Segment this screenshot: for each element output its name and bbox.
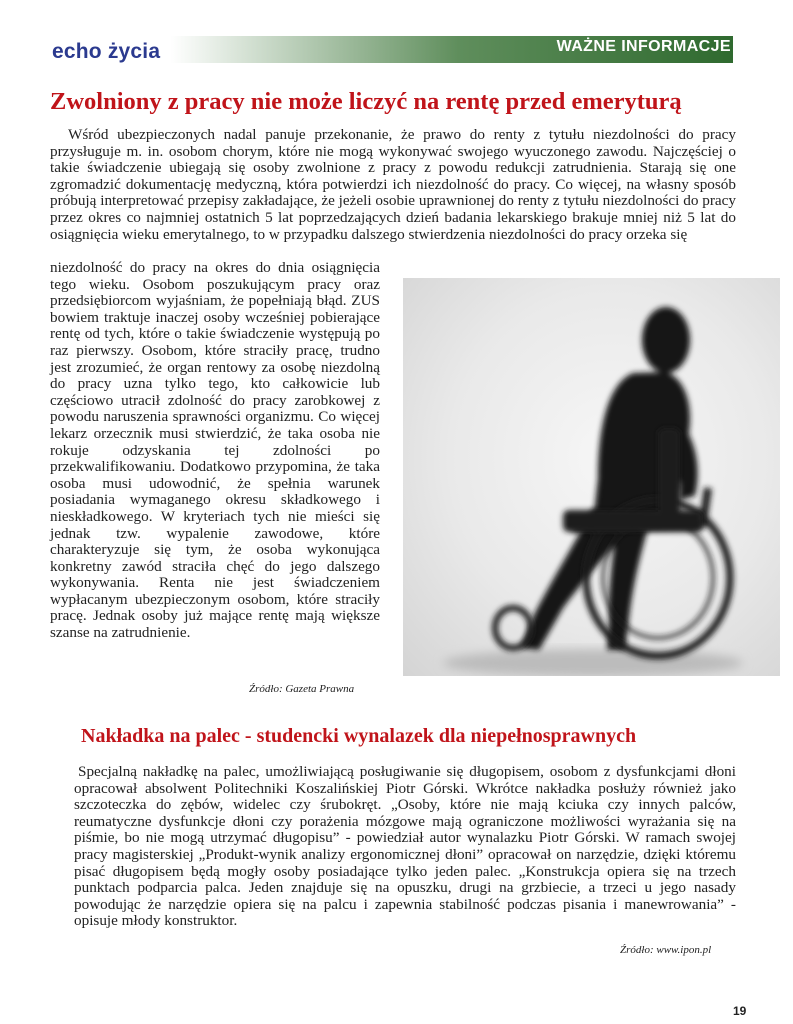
article2-title: Nakładka na palec - studencki wynalazek dla niepełnosprawnych xyxy=(81,725,637,747)
article-title: Zwolniony z pracy nie może liczyć na rentę przed emeryturą xyxy=(50,88,682,115)
article-column-text: niezdolność do pracy na okres do dnia osiągnięcia tego wieku. Osobom poszukującym pracy oraz przedsiębiorcom wyjaśniam, że popełniają błąd. ZUS bowiem traktuje inaczej osoby wcześniej pobierające rentę od tych, które o takie świadczenie występują po raz pierwszy. Osobom, które straciły pracę, trudno jest zrozumieć, że organ rentowy za osobę niezdolną do pracy uzna tylko tego, kto całkowicie lub częściowo utracił zdolność do pracy zarobkowej z powodu naruszenia sprawności organizmu. Co więcej lekarz orzecznik musi stwierdzić, że taka osoba nie rokuje odzyskania tej zdolności po przekwalifikowaniu. Dodatkowo przypomina, że taka osoba musi udowodnić, że spełnia warunek posiadania wymaganego okresu składkowego i nieskładkowego. W kryteriach tych nie mieści się jednak tzw. wypalenie zawodowe, które charakteryzuje się tym, że osoba wykonująca konkretny zawód straciła chęć do jego dalszego wykonywania. Renta nie jest świadczeniem wypłacanym ubezpieczonym osobom, które straciły pracę. Jednak osoby już mające rentę mają większe szanse na zatrudnienie. xyxy=(50,259,380,642)
wheelchair-photo xyxy=(403,278,780,676)
article-intro: Wśród ubezpieczonych nadal panuje przekonanie, że prawo do renty z tytułu niezdolności do pracy przysługuje m. in. osobom chorym, które nie mogą wykonywać swojego wyuczonego zawodu. Najczęściej o takie świadczenie ubiegają się osoby zwolnione z pracy z powodu redukcji zatrudnienia. Starają się one zgromadzić dokumentację medyczną, która potwierdzi ich niezdolność do pracy. Co więcej, na własny sposób próbują interpretować przepisy zakładające, że jeżeli osobie uprawnionej do renty z tytułu niezdolności do pracy przez okres co najmniej ostatnich 5 lat poprzedzających dzień badania lekarskiego brakuje mniej niż 5 lat do osiągnięcia wieku emerytalnego, to w przypadku dalszego stwierdzenia niezdolności do pracy orzeka się xyxy=(50,126,736,243)
page-number: 19 xyxy=(733,1004,747,1018)
article-source: Źródło: Gazeta Prawna xyxy=(249,683,355,695)
magazine-brand: echo życia xyxy=(52,40,161,63)
article2-source: Źródło: www.ipon.pl xyxy=(620,944,712,956)
article2-body: Specjalną nakładkę na palec, umożliwiającą posługiwanie się długopisem, osobom z dysfunkcjami dłoni opracował absolwent Politechniki Koszalińskiej Piotr Górski. Wkrótce nakładka posłuży również jako szczoteczka do zębów, widelec czy śrubokręt. „Osoby, które nie mają kciuka czy innych palców, reumatyczne dysfunkcje dłoni czy porażenia mózgowe mają ograniczone możliwości wyrażania się na piśmie, bo nie mogą utrzymać długopisu” - powiedział autor wynalazku Piotr Górski. W ramach swojej pracy magisterskiej „Produkt-wynik analizy ergonomicznej dłoni” opracował on narzędzie, dzięki któremu pisać długopisem będą mogły osoby posiadające tylko jeden palec. „Konstrukcja opiera się na trzech punktach podparcia palca. Jeden znajduje się na opuszku, drugi na grzbiecie, a trzeci u jego nasady powodując że narzędzie opiera się na palcu i zapewnia stabilność podczas pisania i manewrowania” - opisuje młody konstruktor. xyxy=(74,763,736,930)
section-label: WAŻNE INFORMACJE xyxy=(556,38,731,55)
